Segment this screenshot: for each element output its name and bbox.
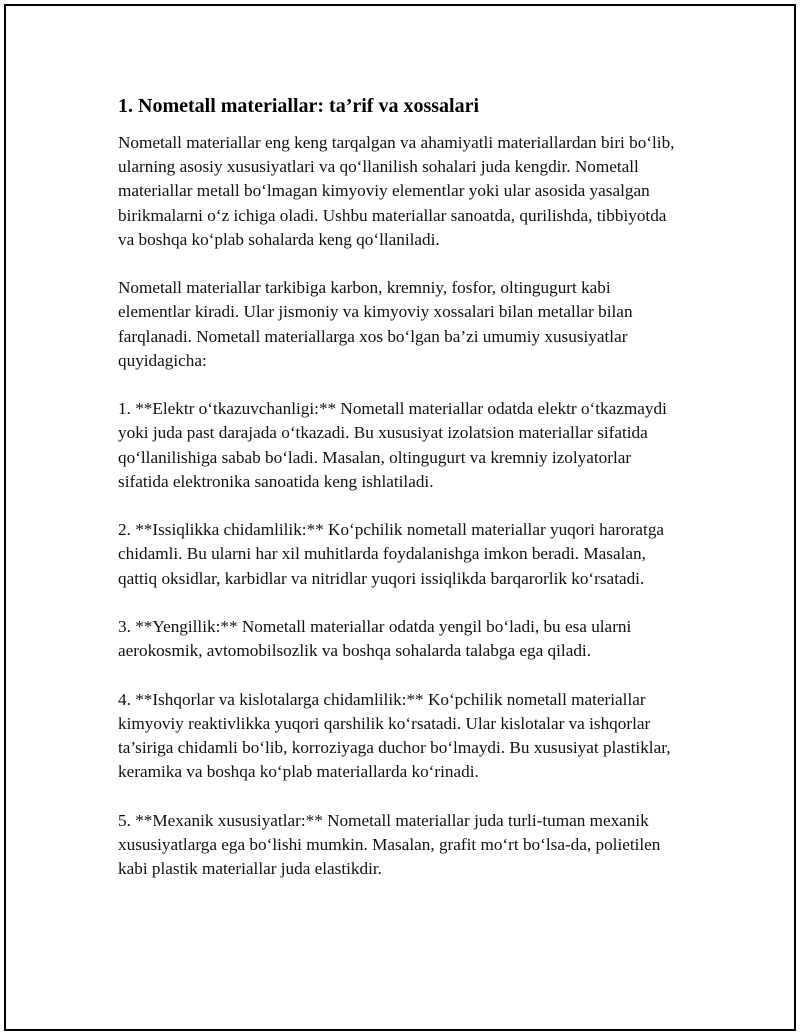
- paragraph-item-chemical-resistance: 4. **Ishqorlar va kislotalarga chidamlilik:** Ko‘pchilik nometall materiallar kimyoviy reaktivlikka yuqori qarshilik ko‘rsatadi. Ular kislotalar va ishqorlar ta’siriga chidamli bo‘lib, korroziyaga duchor bo‘lmaydi. Bu xususiyat plastiklar, keramika va boshqa ko‘plab materiallarda ko‘rinadi.: [118, 689, 671, 782]
- section-heading: 1. Nometall materiallar: ta’rif va xossalari: [118, 95, 480, 117]
- paragraph-item-electrical-conductivity: 1. **Elektr o‘tkazuvchanligi:** Nometall materiallar odatda elektr o‘tkazmaydi yoki juda past darajada o‘tkazadi. Bu xususiyat izolatsion materiallar sifatida qo‘llanilishiga sabab bo‘ladi. Masalan, oltingugurt va kremniy izolyatorlar sifatida elektronika sanoatida keng ishlatiladi.: [118, 399, 667, 491]
- paragraph-item-heat-resistance: 2. **Issiqlikka chidamlilik:** Ko‘pchilik nometall materiallar yuqori haroratga chidamli. Bu ularni har xil muhitlarda foydalanishga imkon beradi. Masalan, qattiq oksidlar, karbidlar va nitridlar yuqori issiqlikda barqarorlik ko‘rsatadi.: [118, 520, 665, 588]
- paragraph-item-mechanical-properties: 5. **Mexanik xususiyatlar:** Nometall materiallar juda turli-tuman mexanik xususiyatlarga ega bo‘lishi mumkin. Masalan, grafit mo‘rt bo‘lsa-da, polietilen kabi plastik materiallar juda elastikdir.: [118, 810, 661, 878]
- paragraph-item-lightness: 3. **Yengillik:** Nometall materiallar odatda yengil bo‘ladi, bu esa ularni aerokosmik, avtomobilsozlik va boshqa sohalarda talabga ega qiladi.: [118, 617, 632, 661]
- document-body: [118, 92, 684, 905]
- paragraph-intro: Nometall materiallar eng keng tarqalgan va ahamiyatli materiallardan biri bo‘lib, ularning asosiy xususiyatlari va qo‘llanilish sohalari juda kengdir. Nometall materiallar metall bo‘lmagan kimyoviy elementlar yoki ular asosida yasalgan birikmalarni o‘z ichiga oladi. Ushbu materiallar sanoatda, qurilishda, tibbiyotda va boshqa ko‘plab sohalarda keng qo‘llaniladi.: [118, 133, 675, 249]
- paragraph-composition: Nometall materiallar tarkibiga karbon, kremniy, fosfor, oltingugurt kabi elementlar kiradi. Ular jismoniy va kimyoviy xossalari bilan metallar bilan farqlanadi. Nometall materiallarga xos bo‘lgan ba’zi umumiy xususiyatlar quyidagicha:: [118, 278, 633, 370]
